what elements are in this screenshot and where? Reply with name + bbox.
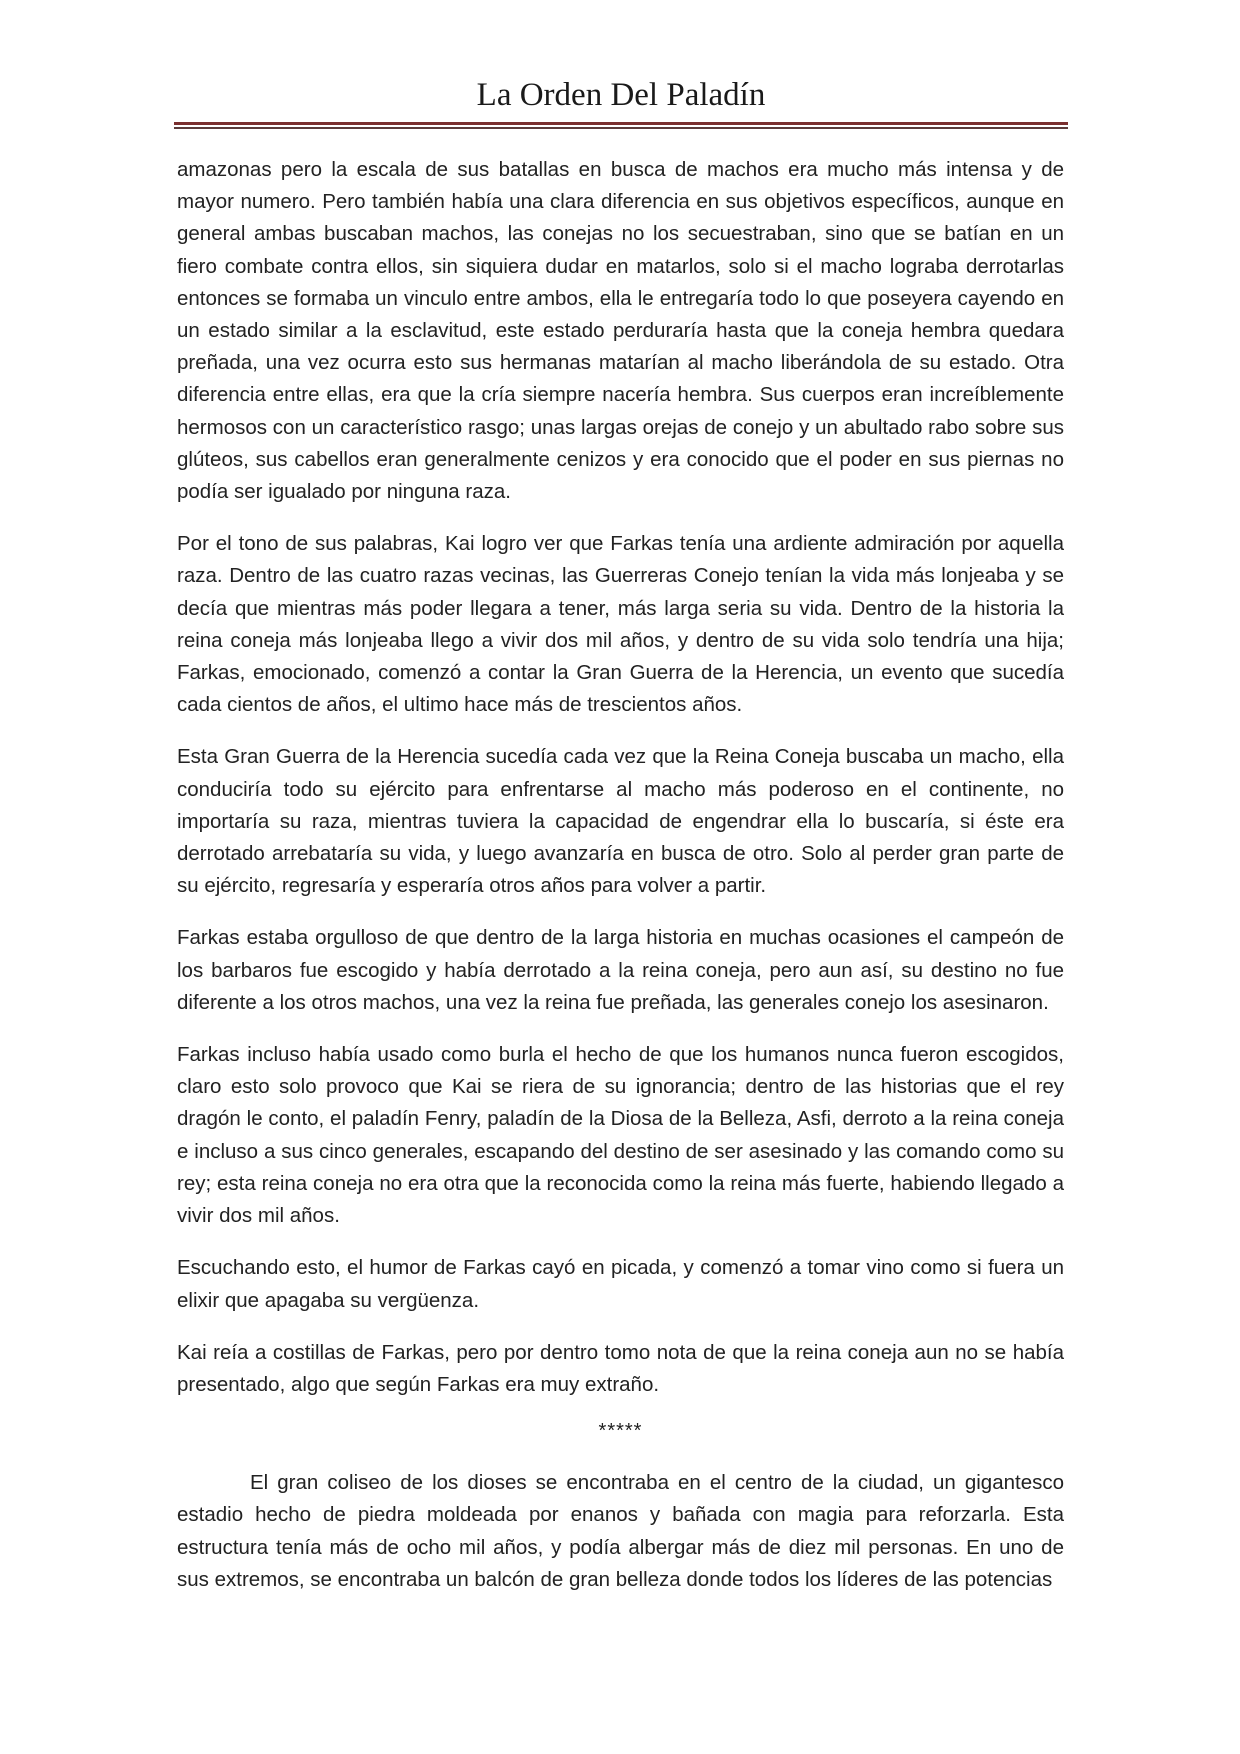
paragraph: Farkas estaba orgulloso de que dentro de la larga historia en muchas ocasiones el campeón de los barbaros fue escogido y había derrotado a la reina coneja, pero aun así, su destino no fue diferente a los otros machos, una vez la reina fue preñada, las generales conejo los asesinaron. bbox=[177, 926, 1064, 1014]
paragraph: amazonas pero la escala de sus batallas en busca de machos era mucho más intensa y de mayor numero. Pero también había una clara diferencia en sus objetivos específicos, aunque en general ambas buscaban machos, las conejas no los secuestraban, sino que se batían en un fiero combate contra ellos, sin siquiera dudar en matarlos, solo si el macho lograba derrotarlas entonces se formaba un vinculo entre ambos, ella le entregaría todo lo que poseyera cayendo en un estado similar a la esclavitud, este estado perduraría hasta que la coneja hembra quedara preñada, una vez ocurra esto sus hermanas matarían al macho liberándola de su estado. Otra diferencia entre ellas, era que la cría siempre nacería hembra. Sus cuerpos eran increíblemente hermosos con un característico rasgo; unas largas orejas de conejo y un abultado rabo sobre sus glúteos, sus cabellos eran generalmente cenizos y era conocido que el poder en sus piernas no podía ser igualado por ninguna raza. bbox=[177, 158, 1064, 504]
paragraph: Escuchando esto, el humor de Farkas cayó en picada, y comenzó a tomar vino como si fuera un elixir que apagaba su vergüenza. bbox=[177, 1256, 1064, 1312]
page-header bbox=[174, 72, 1068, 129]
paragraph: Por el tono de sus palabras, Kai logro ver que Farkas tenía una ardiente admiración por aquella raza. Dentro de las cuatro razas vecinas, las Guerreras Conejo tenían la vida más lonjeaba y se decía que mientras más poder llegara a tener, más larga seria su vida. Dentro de la historia la reina coneja más lonjeaba llego a vivir dos mil años, y dentro de su vida solo tendría una hija; Farkas, emocionado, comenzó a contar la Gran Guerra de la Herencia, un evento que sucedía cada cientos de años, el ultimo hace más de trescientos años. bbox=[177, 532, 1064, 717]
paragraph: Kai reía a costillas de Farkas, pero por dentro tomo nota de que la reina coneja aun no se había presentado, algo que según Farkas era muy extraño. bbox=[177, 1340, 1064, 1396]
paragraph: Esta Gran Guerra de la Herencia sucedía cada vez que la Reina Coneja buscaba un macho, ella conduciría todo su ejército para enfrentarse al macho más poderoso en el continente, no importaría su raza, mientras tuviera la capacidad de engendrar ella lo buscaría, si éste era derrotado arrebataría su vida, y luego avanzaría en busca de otro. Solo al perder gran parte de su ejército, regresaría y esperaría otros años para volver a partir. bbox=[177, 745, 1064, 898]
paragraph: Farkas incluso había usado como burla el hecho de que los humanos nunca fueron escogidos, claro esto solo provoco que Kai se riera de su ignorancia; dentro de las historias que el rey dragón le conto, el paladín Fenry, paladín de la Diosa de la Belleza, Asfi, derroto a la reina coneja e incluso a sus cinco generales, escapando del destino de ser asesinado y las comando como su rey; esta reina coneja no era otra que la reconocida como la reina más fuerte, habiendo llegado a vivir dos mil años. bbox=[177, 1043, 1064, 1228]
page-title: La Orden Del Paladín bbox=[476, 77, 766, 113]
paragraph-final: El gran coliseo de los dioses se encontraba en el centro de la ciudad, un gigantesco estadio hecho de piedra moldeada por enanos y bañada con magia para reforzarla. Esta estructura tenía más de ocho mil años, y podía albergar más de diez mil personas. En uno de sus extremos, se encontraba un balcón de gran belleza donde todos los líderes de las potencias bbox=[177, 1471, 1064, 1591]
body-text bbox=[177, 154, 1064, 1616]
section-separator: ***** bbox=[598, 1420, 643, 1443]
header-rule bbox=[174, 122, 1068, 125]
header-rule-secondary bbox=[174, 127, 1068, 129]
